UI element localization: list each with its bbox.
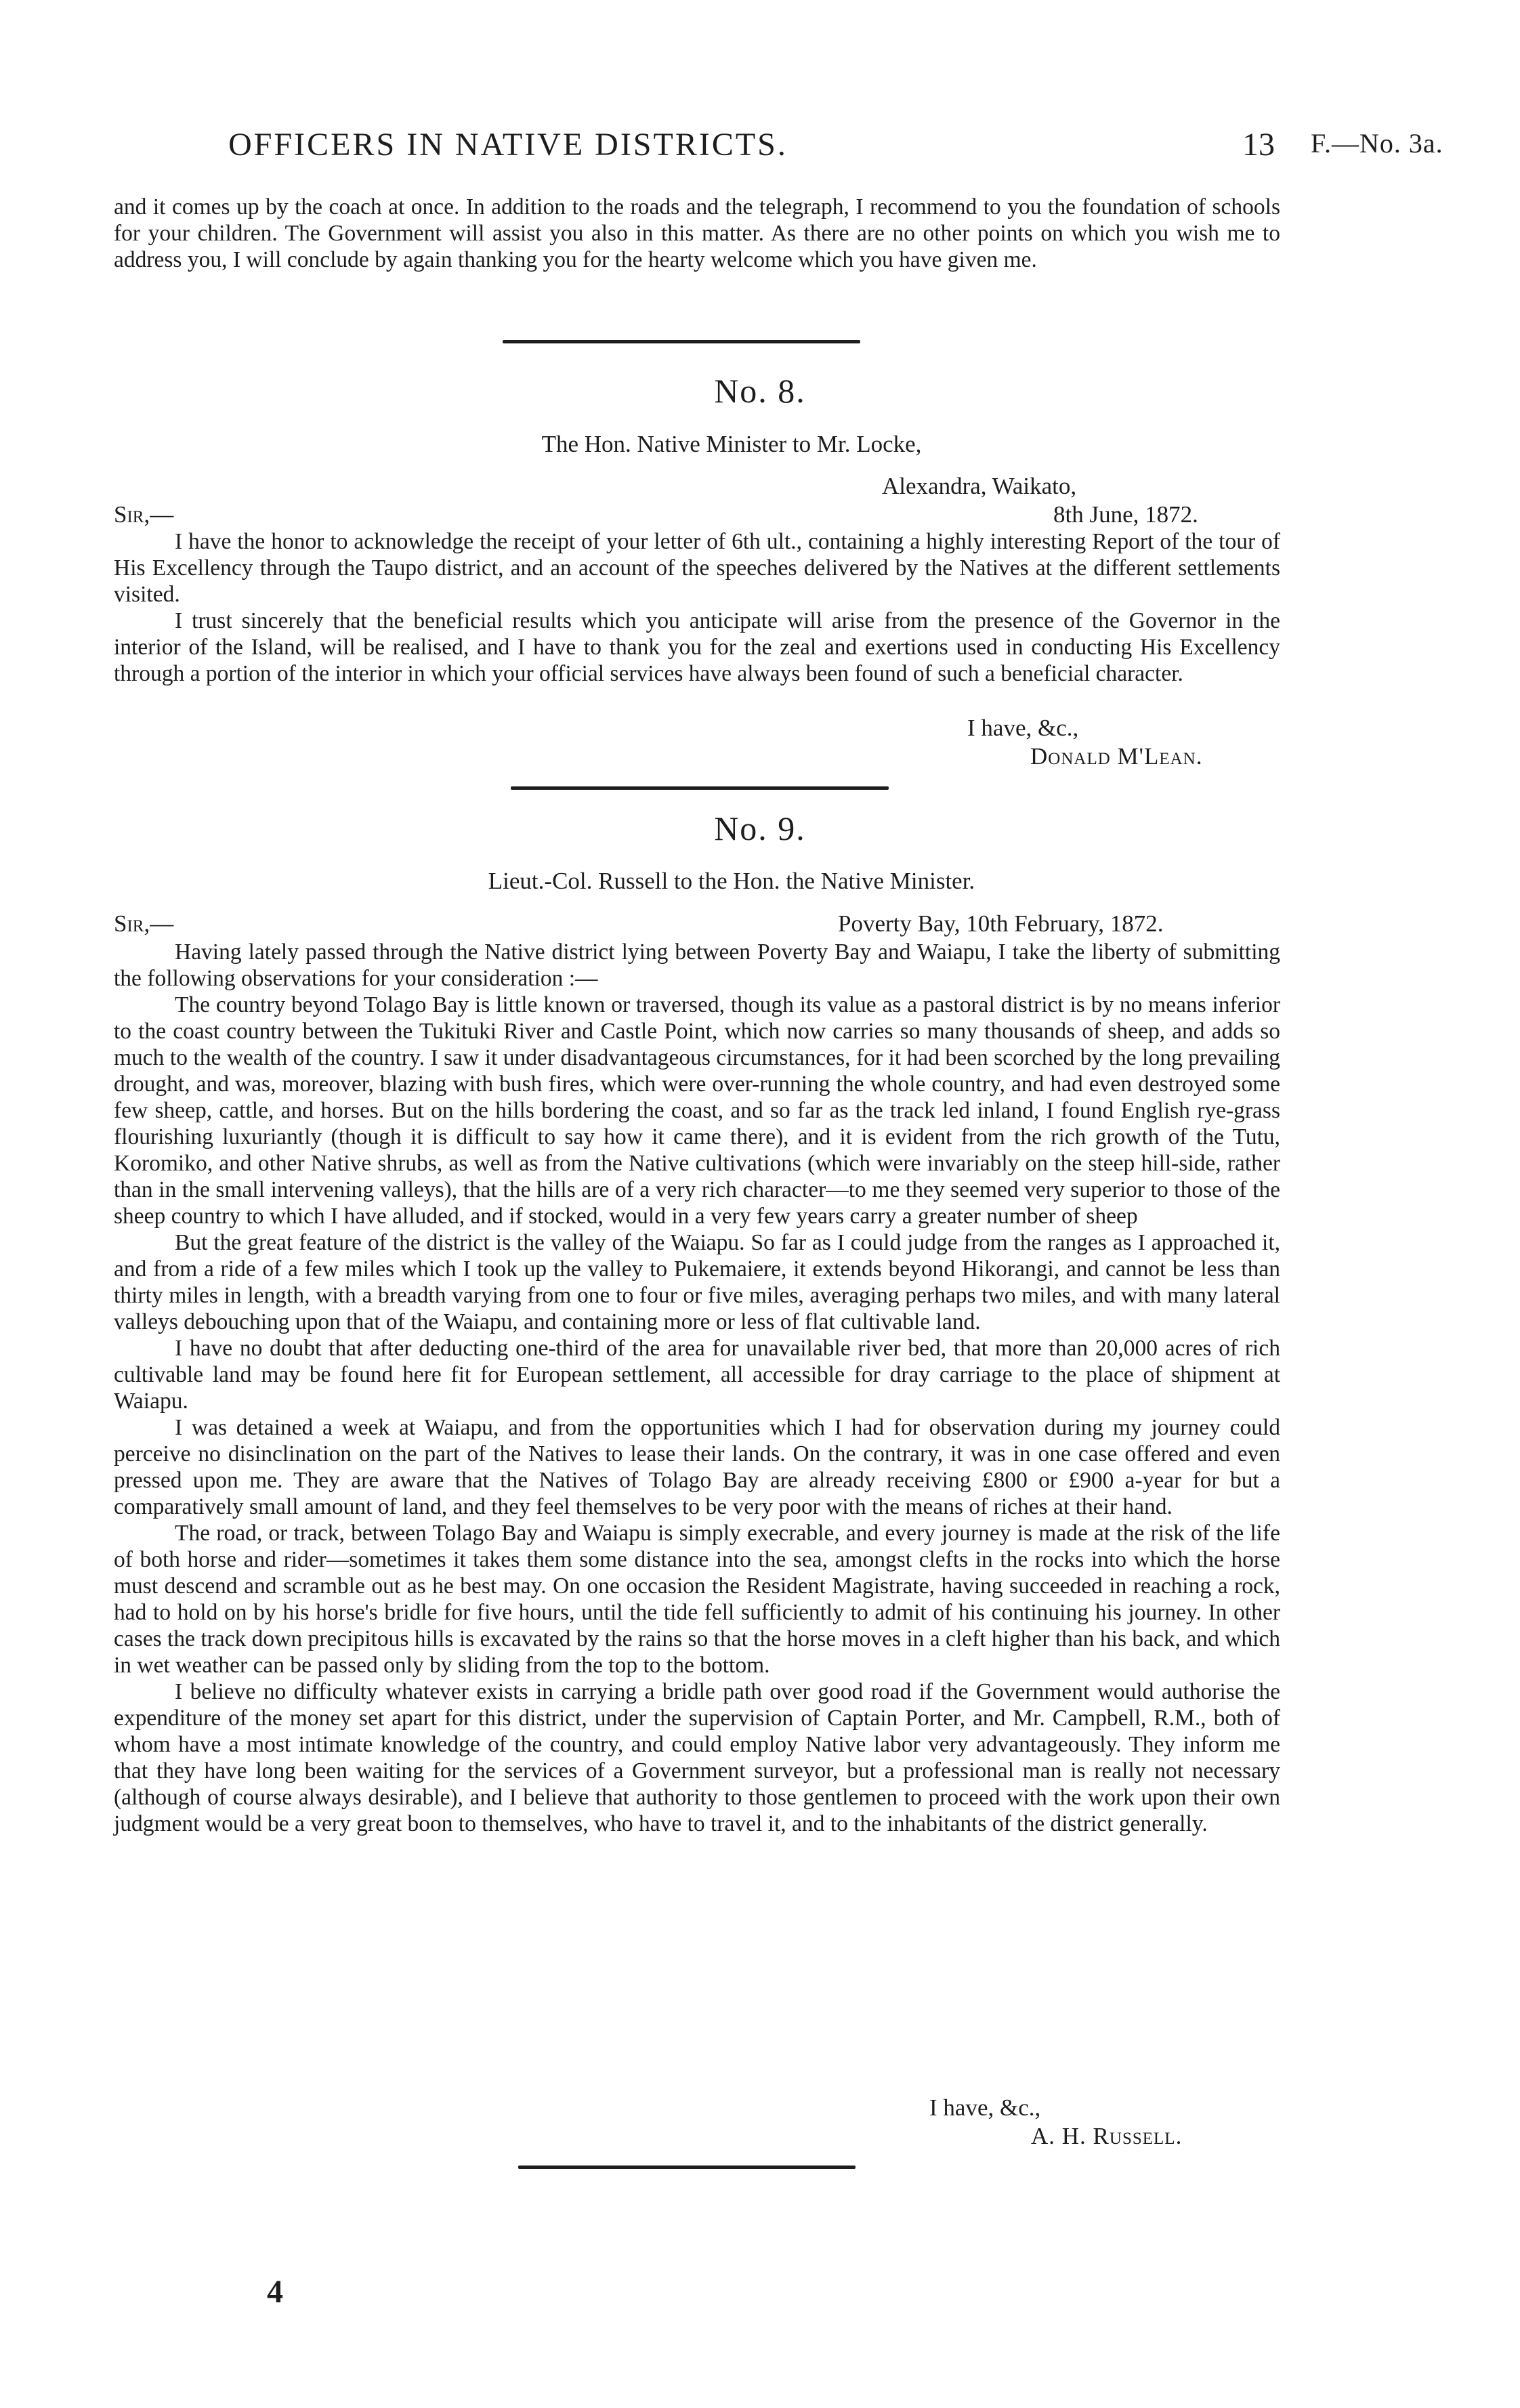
letter-9-signature: A. H. Russell. — [1031, 2123, 1183, 2149]
letter-9-number: No. 9. — [714, 809, 806, 847]
letter-9-closing: I have, &c., — [929, 2094, 1041, 2121]
letter-9-paragraph: The road, or track, between Tolago Bay and Waiapu is simply execrable, and every journey is made at the risk of the life of both horse and rider—sometimes it takes them some distance into the sea, amongst clefts in the rocks into which the horse must descend and scramble out as he best may. On one occasion the Resident Magistrate, having succeeded in reaching a rock, had to hold on by his horse's bridle for five hours, until the tide fell sufficiently to admit of his continuing his journey. In other cases the track down precipitous hills is excavated by the rains so that the horse moves in a cleft higher than his back, and which in wet weather can be passed only by sliding from the top to the bottom. — [114, 1521, 1280, 1678]
letter-9-paragraph: But the great feature of the district is the valley of the Waiapu. So far as I could judge from the ranges as I approached it, and from a ride of a few miles which I took up the valley to Pukemaiere, it extends beyond Hikorangi, and cannot be less than thirty miles in length, with a breadth varying from one to four or five miles, averaging perhaps two miles, and with many lateral valleys debouching upon that of the Waiapu, and containing more or less of flat cultivable land. — [114, 1230, 1280, 1334]
letter-8-from-to: The Hon. Native Minister to Mr. Locke, — [541, 431, 922, 457]
printer-signature-mark: 4 — [267, 2274, 283, 2310]
letter-9-salutation: Sir,— — [114, 910, 174, 937]
letter-9-paragraph: I was detained a week at Waiapu, and from the opportunities which I had for observation during my journey could perceive no disinclination on the part of the Natives to lease their lands. On the contrary, it was in one case offered and even pressed upon me. They are aware that the Natives of Tolago Bay are already receiving £800 or £900 a-year for but a comparatively small amount of land, and they feel themselves to be very poor with the means of riches at their hand. — [114, 1415, 1280, 1519]
letter-9-paragraph: Having lately passed through the Native district lying between Poverty Bay and Waiapu, I take the liberty of submitting the following observations for your consideration :— — [114, 939, 1280, 991]
intro-continuation — [114, 194, 1280, 273]
letter-8-salutation: Sir,— — [114, 501, 174, 528]
section-divider — [503, 340, 860, 343]
letter-8-date: 8th June, 1872. — [1053, 501, 1198, 528]
letter-9-body — [114, 939, 1280, 1837]
running-header-title: OFFICERS IN NATIVE DISTRICTS. — [228, 127, 788, 163]
letter-8-place: Alexandra, Waikato, — [882, 473, 1077, 499]
section-divider — [511, 786, 889, 790]
intro-paragraph: and it comes up by the coach at once. In addition to the roads and the telegraph, I recommend to you the foundation of schools for your children. The Government will assist you also in this matter. As there are no other points on which you wish me to address you, I will conclude by again thanking you for the hearty welcome which you have given me. — [114, 194, 1280, 272]
letter-8-paragraph: I have the honor to acknowledge the receipt of your letter of 6th ult., containing a highly interesting Report of the tour of His Excellency through the Taupo district, and an account of the speeches delivered by the Natives at the different settlements visited. — [114, 529, 1280, 607]
section-divider — [518, 2166, 856, 2169]
page-number: 13 — [1242, 127, 1275, 163]
letter-8-number: No. 8. — [714, 372, 806, 410]
letter-9-paragraph: I have no doubt that after deducting one-third of the area for unavailable river bed, that more than 20,000 acres of rich cultivable land may be found here fit for European settlement, all accessible for dray carriage to the place of shipment at Waiapu. — [114, 1336, 1280, 1414]
letter-8-paragraph: I trust sincerely that the beneficial results which you anticipate will arise from the presence of the Governor in the interior of the Island, will be realised, and I have to thank you for the zeal and exertions used in conducting His Excellency through a portion of the interior in which your official services have always been found of such a beneficial character. — [114, 608, 1280, 686]
letter-8-closing: I have, &c., — [967, 715, 1079, 741]
letter-8-body — [114, 528, 1280, 687]
document-reference: F.—No. 3a. — [1311, 128, 1443, 159]
letter-9-from-to: Lieut.-Col. Russell to the Hon. the Native Minister. — [488, 868, 975, 894]
letter-9-paragraph: The country beyond Tolago Bay is little known or traversed, though its value as a pastoral district is by no means inferior to the coast country between the Tukituki River and Castle Point, which now carries so many thousands of sheep, and adds so much to the wealth of the country. I saw it under disadvantageous circumstances, for it had been scorched by the long prevailing drought, and was, moreover, blazing with bush fires, which were over-running the whole country, and had even destroyed some few sheep, cattle, and horses. But on the hills bordering the coast, and so far as the track led inland, I found English rye-grass flourishing luxuriantly (though it is difficult to say how it came there), and it is evident from the rich growth of the Tutu, Koromiko, and other Native shrubs, as well as from the Native cultivations (which were invariably on the steep hill-side, rather than in the small intervening valleys), that the hills are of a very rich character—to me they seemed very superior to those of the sheep country to which I have alluded, and if stocked, would in a very few years carry a greater number of sheep — [114, 992, 1280, 1229]
letter-8-signature: Donald M'Lean. — [1030, 743, 1203, 769]
letter-9-place-date: Poverty Bay, 10th February, 1872. — [838, 910, 1164, 937]
letter-9-paragraph: I believe no difficulty whatever exists in carrying a bridle path over good road if the Government would authorise the expenditure of the money set apart for this district, under the supervision of Captain Porter, and Mr. Campbell, R.M., both of whom have a most intimate knowledge of the country, and could employ Native labor very advantageously. They inform me that they have long been waiting for the services of a Government surveyor, but a professional man is really not necessary (although of course always desirable), and I believe that authority to those gentlemen to proceed with the work upon their own judgment would be a very great boon to themselves, who have to travel it, and to the inhabitants of the district generally. — [114, 1679, 1280, 1836]
